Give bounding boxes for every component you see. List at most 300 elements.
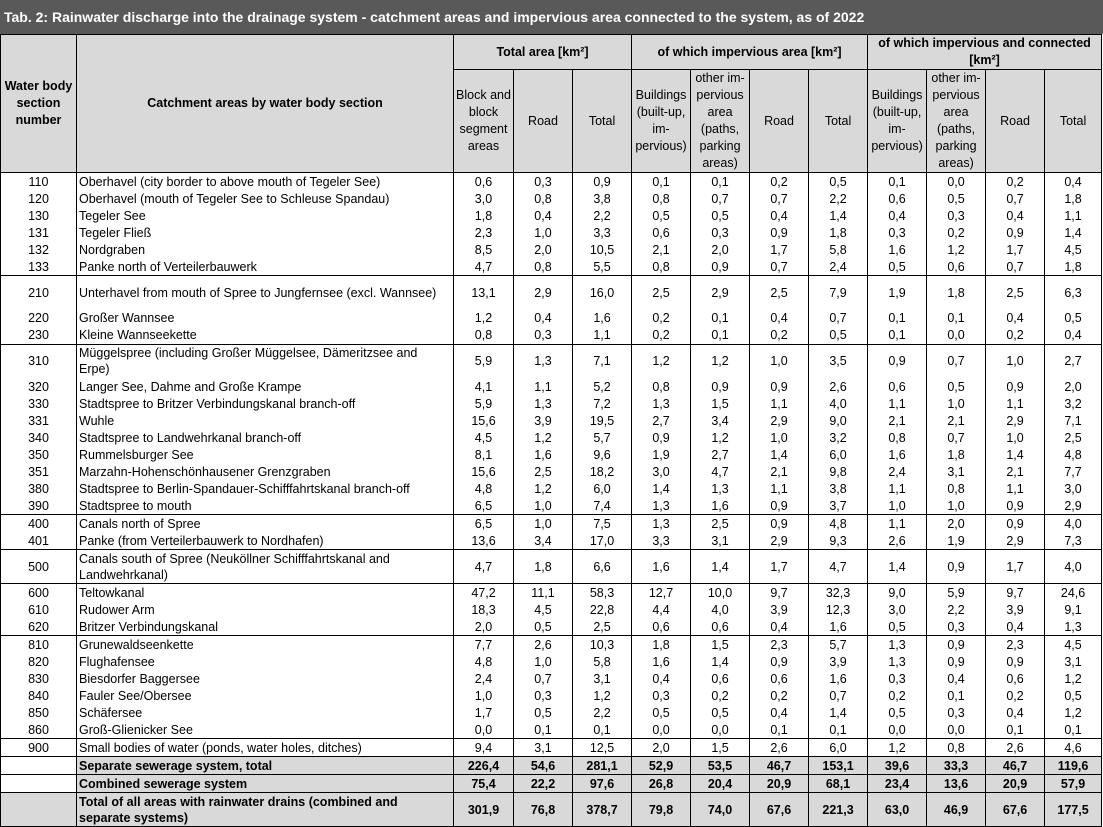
value-cell: 8,1	[454, 446, 514, 463]
table-title: Tab. 2: Rainwater discharge into the drainage system - catchment areas and impervious area connected to the system, as of 2022	[0, 0, 1103, 34]
value-cell: 0,5	[514, 618, 573, 636]
sum-value: 13,6	[927, 775, 986, 793]
value-cell: 18,3	[454, 601, 514, 618]
value-cell: 0,1	[573, 721, 632, 739]
value-cell: 1,2	[927, 241, 986, 258]
value-cell: 0,5	[691, 704, 750, 721]
value-cell: 1,1	[1045, 207, 1102, 224]
value-cell: 0,4	[632, 670, 691, 687]
table-row	[1, 327, 1102, 345]
value-cell: 4,5	[1045, 636, 1102, 654]
value-cell: 1,1	[514, 378, 573, 395]
value-cell: 0,4	[750, 704, 809, 721]
value-cell: 3,4	[691, 412, 750, 429]
catchment-name: Stadtspree to Landwehrkanal branch-off	[77, 429, 454, 446]
total-name: Total of all areas with rainwater drains (combined and separate systems)	[77, 793, 454, 827]
value-cell: 0,4	[750, 618, 809, 636]
section-number: 340	[1, 429, 77, 446]
value-cell: 1,1	[868, 480, 927, 497]
value-cell: 16,0	[573, 276, 632, 310]
catchment-name: Groß-Glienicker See	[77, 721, 454, 739]
value-cell: 1,4	[986, 446, 1045, 463]
value-cell: 0,2	[927, 224, 986, 241]
value-cell: 7,3	[1045, 532, 1102, 550]
value-cell: 1,8	[927, 276, 986, 310]
value-cell: 0,0	[632, 721, 691, 739]
catchment-name: Großer Wannsee	[77, 310, 454, 327]
catchment-name: Canals south of Spree (Neuköllner Schifffahrtskanal and Landwehrkanal)	[77, 550, 454, 584]
value-cell: 0,0	[927, 327, 986, 345]
value-cell: 1,6	[691, 497, 750, 515]
value-cell: 0,5	[1045, 310, 1102, 327]
value-cell: 0,5	[809, 327, 868, 345]
value-cell: 0,3	[927, 704, 986, 721]
value-cell: 2,2	[573, 207, 632, 224]
value-cell: 2,5	[986, 276, 1045, 310]
value-cell: 0,8	[927, 480, 986, 497]
table-row	[1, 258, 1102, 276]
value-cell: 0,3	[514, 327, 573, 345]
total-value: 74,0	[691, 793, 750, 827]
value-cell: 1,4	[632, 480, 691, 497]
sum-value: 281,1	[573, 757, 632, 775]
section-number: 500	[1, 550, 77, 584]
value-cell: 10,3	[573, 636, 632, 654]
value-cell: 22,8	[573, 601, 632, 618]
value-cell: 1,4	[809, 704, 868, 721]
value-cell: 0,5	[868, 704, 927, 721]
value-cell: 3,0	[868, 601, 927, 618]
total-value: 67,6	[986, 793, 1045, 827]
header-catchment-areas: Catchment areas by water body section	[77, 35, 454, 173]
section-number: 610	[1, 601, 77, 618]
value-cell: 10,5	[573, 241, 632, 258]
value-cell: 32,3	[809, 584, 868, 602]
value-cell: 1,0	[514, 224, 573, 241]
value-cell: 1,5	[691, 636, 750, 654]
total-value: 76,8	[514, 793, 573, 827]
value-cell: 0,6	[868, 378, 927, 395]
value-cell: 1,3	[1045, 618, 1102, 636]
value-cell: 4,7	[809, 550, 868, 584]
value-cell: 24,6	[1045, 584, 1102, 602]
total-value: 67,6	[750, 793, 809, 827]
value-cell: 2,1	[868, 412, 927, 429]
sum-value: 119,6	[1045, 757, 1102, 775]
value-cell: 3,1	[691, 532, 750, 550]
value-cell: 0,1	[868, 327, 927, 345]
sum-value: 52,9	[632, 757, 691, 775]
section-number: 351	[1, 463, 77, 480]
value-cell: 0,2	[868, 687, 927, 704]
value-cell: 6,0	[809, 446, 868, 463]
value-cell: 1,8	[1045, 190, 1102, 207]
value-cell: 12,3	[809, 601, 868, 618]
value-cell: 2,9	[691, 276, 750, 310]
value-cell: 3,7	[809, 497, 868, 515]
section-number: 310	[1, 344, 77, 378]
value-cell: 7,1	[573, 344, 632, 378]
table-row	[1, 173, 1102, 191]
value-cell: 1,9	[927, 532, 986, 550]
value-cell: 3,0	[454, 190, 514, 207]
value-cell: 2,5	[691, 515, 750, 533]
sum-value: 57,9	[1045, 775, 1102, 793]
catchment-name: Canals north of Spree	[77, 515, 454, 533]
value-cell: 1,0	[750, 429, 809, 446]
value-cell: 47,2	[454, 584, 514, 602]
total-value: 46,9	[927, 793, 986, 827]
blank-cell	[1, 775, 77, 793]
value-cell: 3,1	[927, 463, 986, 480]
value-cell: 3,1	[573, 670, 632, 687]
sum-value: 97,6	[573, 775, 632, 793]
value-cell: 9,6	[573, 446, 632, 463]
section-number: 330	[1, 395, 77, 412]
value-cell: 1,5	[691, 739, 750, 757]
value-cell: 0,8	[454, 327, 514, 345]
value-cell: 4,0	[1045, 515, 1102, 533]
value-cell: 1,8	[632, 636, 691, 654]
total-value: 177,5	[1045, 793, 1102, 827]
section-number: 380	[1, 480, 77, 497]
value-cell: 1,2	[514, 480, 573, 497]
value-cell: 2,6	[868, 532, 927, 550]
value-cell: 2,6	[986, 739, 1045, 757]
value-cell: 1,9	[868, 276, 927, 310]
value-cell: 3,1	[1045, 653, 1102, 670]
value-cell: 2,6	[750, 739, 809, 757]
total-value: 378,7	[573, 793, 632, 827]
value-cell: 1,6	[868, 241, 927, 258]
section-number: 840	[1, 687, 77, 704]
table-row	[1, 241, 1102, 258]
value-cell: 6,5	[454, 515, 514, 533]
header-total: Total	[1045, 70, 1102, 173]
table-body	[1, 173, 1102, 827]
table-row	[1, 310, 1102, 327]
table-row	[1, 429, 1102, 446]
header-section-number: Water body section number	[1, 35, 77, 173]
value-cell: 1,4	[1045, 224, 1102, 241]
value-cell: 0,7	[691, 190, 750, 207]
value-cell: 2,1	[750, 463, 809, 480]
value-cell: 0,1	[1045, 721, 1102, 739]
value-cell: 0,9	[691, 258, 750, 276]
value-cell: 12,7	[632, 584, 691, 602]
value-cell: 7,9	[809, 276, 868, 310]
value-cell: 2,5	[632, 276, 691, 310]
value-cell: 0,2	[632, 327, 691, 345]
value-cell: 15,6	[454, 463, 514, 480]
value-cell: 3,9	[986, 601, 1045, 618]
catchment-name: Rudower Arm	[77, 601, 454, 618]
value-cell: 0,0	[927, 721, 986, 739]
value-cell: 5,8	[573, 653, 632, 670]
value-cell: 6,5	[454, 497, 514, 515]
value-cell: 0,5	[632, 207, 691, 224]
value-cell: 5,7	[809, 636, 868, 654]
sum-value: 153,1	[809, 757, 868, 775]
value-cell: 2,0	[927, 515, 986, 533]
value-cell: 2,2	[809, 190, 868, 207]
sum-value: 68,1	[809, 775, 868, 793]
value-cell: 1,0	[454, 687, 514, 704]
value-cell: 0,8	[514, 190, 573, 207]
value-cell: 2,9	[986, 532, 1045, 550]
catchment-name: Stadtspree to Britzer Verbindungskanal branch-off	[77, 395, 454, 412]
value-cell: 0,0	[868, 721, 927, 739]
value-cell: 0,9	[573, 173, 632, 191]
value-cell: 2,4	[809, 258, 868, 276]
sum-value: 23,4	[868, 775, 927, 793]
catchment-name: Langer See, Dahme and Große Krampe	[77, 378, 454, 395]
table-row	[1, 463, 1102, 480]
value-cell: 2,9	[750, 412, 809, 429]
value-cell: 0,3	[868, 670, 927, 687]
value-cell: 0,3	[691, 224, 750, 241]
header-total: Total	[573, 70, 632, 173]
value-cell: 1,8	[1045, 258, 1102, 276]
rainwater-table	[0, 34, 1102, 827]
value-cell: 0,7	[986, 258, 1045, 276]
value-cell: 0,2	[986, 327, 1045, 345]
value-cell: 0,2	[691, 687, 750, 704]
value-cell: 1,6	[809, 670, 868, 687]
value-cell: 1,2	[454, 310, 514, 327]
section-number: 220	[1, 310, 77, 327]
catchment-name: Small bodies of water (ponds, water holes, ditches)	[77, 739, 454, 757]
value-cell: 1,6	[868, 446, 927, 463]
value-cell: 1,0	[927, 497, 986, 515]
value-cell: 1,4	[809, 207, 868, 224]
value-cell: 13,1	[454, 276, 514, 310]
value-cell: 2,5	[1045, 429, 1102, 446]
value-cell: 5,9	[454, 344, 514, 378]
value-cell: 7,7	[454, 636, 514, 654]
value-cell: 1,0	[514, 653, 573, 670]
value-cell: 1,0	[868, 497, 927, 515]
header-block-areas: Block and block segment areas	[454, 70, 514, 173]
section-number: 620	[1, 618, 77, 636]
table-row	[1, 276, 1102, 310]
value-cell: 0,0	[927, 173, 986, 191]
catchment-name: Schäfersee	[77, 704, 454, 721]
value-cell: 1,2	[1045, 704, 1102, 721]
section-number: 350	[1, 446, 77, 463]
value-cell: 7,2	[573, 395, 632, 412]
value-cell: 0,7	[750, 190, 809, 207]
value-cell: 0,6	[691, 670, 750, 687]
value-cell: 2,1	[986, 463, 1045, 480]
value-cell: 1,0	[986, 344, 1045, 378]
section-number: 850	[1, 704, 77, 721]
value-cell: 0,3	[632, 687, 691, 704]
value-cell: 0,5	[927, 190, 986, 207]
total-value: 301,9	[454, 793, 514, 827]
value-cell: 3,2	[809, 429, 868, 446]
value-cell: 0,4	[514, 207, 573, 224]
value-cell: 0,5	[868, 258, 927, 276]
sum-value: 39,6	[868, 757, 927, 775]
catchment-name: Tegeler Fließ	[77, 224, 454, 241]
value-cell: 0,6	[927, 258, 986, 276]
value-cell: 9,8	[809, 463, 868, 480]
value-cell: 1,1	[868, 515, 927, 533]
value-cell: 2,5	[573, 618, 632, 636]
value-cell: 2,9	[750, 532, 809, 550]
section-number: 600	[1, 584, 77, 602]
value-cell: 0,5	[514, 704, 573, 721]
value-cell: 0,2	[750, 327, 809, 345]
value-cell: 0,6	[632, 224, 691, 241]
value-cell: 0,5	[632, 704, 691, 721]
sum-row	[1, 775, 1102, 793]
value-cell: 3,8	[809, 480, 868, 497]
value-cell: 1,7	[454, 704, 514, 721]
value-cell: 0,4	[514, 310, 573, 327]
value-cell: 3,8	[573, 190, 632, 207]
value-cell: 0,4	[750, 207, 809, 224]
value-cell: 0,1	[809, 721, 868, 739]
value-cell: 12,5	[573, 739, 632, 757]
value-cell: 0,4	[750, 310, 809, 327]
value-cell: 1,8	[514, 550, 573, 584]
value-cell: 0,4	[927, 670, 986, 687]
sum-value: 20,9	[750, 775, 809, 793]
value-cell: 2,6	[809, 378, 868, 395]
value-cell: 0,1	[691, 310, 750, 327]
value-cell: 0,9	[927, 653, 986, 670]
sum-value: 33,3	[927, 757, 986, 775]
value-cell: 9,7	[750, 584, 809, 602]
catchment-name: Müggelspree (including Großer Müggelsee, Dämeritzsee and Erpe)	[77, 344, 454, 378]
value-cell: 1,3	[632, 395, 691, 412]
value-cell: 10,0	[691, 584, 750, 602]
value-cell: 4,7	[454, 550, 514, 584]
value-cell: 0,6	[454, 173, 514, 191]
table-row	[1, 515, 1102, 533]
value-cell: 19,5	[573, 412, 632, 429]
value-cell: 2,4	[454, 670, 514, 687]
value-cell: 0,0	[454, 721, 514, 739]
value-cell: 0,1	[750, 721, 809, 739]
value-cell: 0,5	[809, 173, 868, 191]
sum-value: 20,9	[986, 775, 1045, 793]
value-cell: 2,9	[1045, 497, 1102, 515]
value-cell: 1,3	[868, 653, 927, 670]
value-cell: 4,1	[454, 378, 514, 395]
value-cell: 1,1	[573, 327, 632, 345]
catchment-name: Stadtspree to Berlin-Spandauer-Schifffahrtskanal branch-off	[77, 480, 454, 497]
value-cell: 1,3	[868, 636, 927, 654]
section-number: 860	[1, 721, 77, 739]
catchment-name: Wuhle	[77, 412, 454, 429]
section-number: 400	[1, 515, 77, 533]
catchment-name: Tegeler See	[77, 207, 454, 224]
value-cell: 0,9	[750, 497, 809, 515]
value-cell: 0,8	[868, 429, 927, 446]
value-cell: 2,1	[632, 241, 691, 258]
sum-name: Combined sewerage system	[77, 775, 454, 793]
value-cell: 13,6	[454, 532, 514, 550]
catchment-name: Biesdorfer Baggersee	[77, 670, 454, 687]
value-cell: 1,1	[868, 395, 927, 412]
value-cell: 0,5	[868, 618, 927, 636]
value-cell: 2,5	[514, 463, 573, 480]
value-cell: 1,5	[691, 395, 750, 412]
section-number: 900	[1, 739, 77, 757]
sum-value: 75,4	[454, 775, 514, 793]
value-cell: 1,3	[632, 497, 691, 515]
section-number: 820	[1, 653, 77, 670]
value-cell: 4,6	[1045, 739, 1102, 757]
value-cell: 4,5	[454, 429, 514, 446]
catchment-name: Oberhavel (mouth of Tegeler See to Schleuse Spandau)	[77, 190, 454, 207]
table-row	[1, 497, 1102, 515]
section-number: 110	[1, 173, 77, 191]
value-cell: 7,1	[1045, 412, 1102, 429]
value-cell: 1,6	[573, 310, 632, 327]
sum-value: 20,4	[691, 775, 750, 793]
value-cell: 1,6	[632, 653, 691, 670]
sum-value: 54,6	[514, 757, 573, 775]
value-cell: 8,5	[454, 241, 514, 258]
sum-name: Separate sewerage system, total	[77, 757, 454, 775]
section-number: 120	[1, 190, 77, 207]
value-cell: 4,5	[514, 601, 573, 618]
header-other-impervious: other im-pervious area (paths, parking areas)	[927, 70, 986, 173]
section-number: 401	[1, 532, 77, 550]
value-cell: 9,4	[454, 739, 514, 757]
value-cell: 2,6	[514, 636, 573, 654]
value-cell: 3,9	[809, 653, 868, 670]
sum-value: 46,7	[750, 757, 809, 775]
value-cell: 3,5	[809, 344, 868, 378]
value-cell: 1,2	[868, 739, 927, 757]
catchment-name: Flughafensee	[77, 653, 454, 670]
value-cell: 1,6	[809, 618, 868, 636]
value-cell: 2,3	[750, 636, 809, 654]
value-cell: 3,9	[750, 601, 809, 618]
value-cell: 5,8	[809, 241, 868, 258]
table-row	[1, 190, 1102, 207]
value-cell: 1,3	[691, 480, 750, 497]
value-cell: 3,0	[632, 463, 691, 480]
value-cell: 2,1	[927, 412, 986, 429]
value-cell: 9,1	[1045, 601, 1102, 618]
value-cell: 4,8	[454, 480, 514, 497]
value-cell: 0,3	[514, 173, 573, 191]
header-road: Road	[986, 70, 1045, 173]
value-cell: 0,9	[927, 550, 986, 584]
section-number: 320	[1, 378, 77, 395]
value-cell: 3,3	[573, 224, 632, 241]
value-cell: 1,3	[514, 344, 573, 378]
value-cell: 0,4	[986, 618, 1045, 636]
value-cell: 6,0	[809, 739, 868, 757]
value-cell: 0,2	[750, 173, 809, 191]
value-cell: 3,1	[514, 739, 573, 757]
table-row	[1, 412, 1102, 429]
value-cell: 1,4	[691, 550, 750, 584]
value-cell: 0,3	[927, 207, 986, 224]
value-cell: 2,0	[1045, 378, 1102, 395]
value-cell: 7,4	[573, 497, 632, 515]
table-row	[1, 687, 1102, 704]
value-cell: 1,2	[573, 687, 632, 704]
value-cell: 0,1	[514, 721, 573, 739]
